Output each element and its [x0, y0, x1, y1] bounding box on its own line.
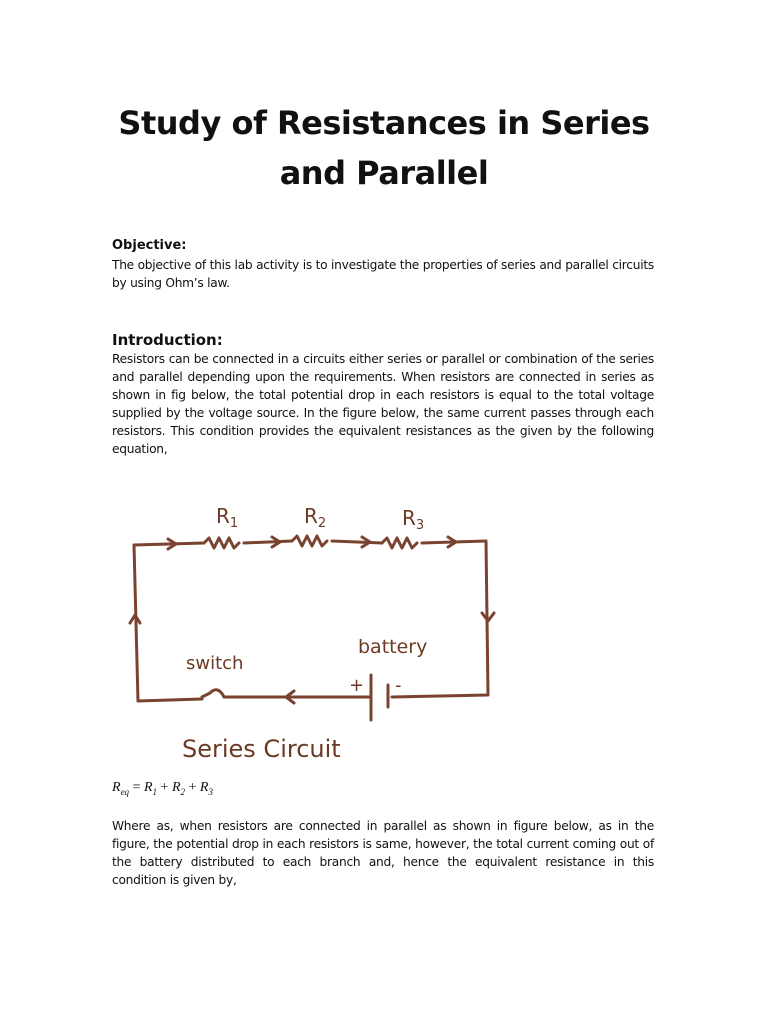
- resistor-r1-zigzag: [204, 538, 239, 548]
- switch-label: switch: [186, 653, 244, 674]
- document-title: Study of Resistances in Series and Parallel: [118, 104, 650, 192]
- top-wire-mid-2: [332, 541, 382, 543]
- series-circuit-figure: [112, 475, 496, 775]
- objective-paragraph: The objective of this lab activity is to investigate the properties of series and parallel circuits by using Ohm’s law.: [112, 258, 654, 290]
- resistor-r2-zigzag: [292, 536, 327, 546]
- series-equation: $R_{eq} = R_1 + R_2 + R_3$: [112, 780, 213, 797]
- switch-symbol: [202, 690, 224, 697]
- introduction-heading: Introduction:: [112, 331, 223, 349]
- top-wire-mid-1: [244, 541, 292, 543]
- minus-sign: -: [395, 675, 402, 696]
- figure-caption: Series Circuit: [182, 735, 341, 763]
- battery-label: battery: [358, 636, 428, 658]
- resistor-r3-zigzag: [382, 538, 417, 548]
- right-wire: [392, 541, 488, 697]
- r3-label: $R_3$: [402, 506, 425, 533]
- r2-label: $R_2$: [304, 504, 327, 531]
- parallel-paragraph: Where as, when resistors are connected in parallel as shown in figure below, as in the figure, the potential drop in each resistors is same, however, the total current coming out of the battery distributed to each branch and, hence the equivalent resistance in this condition is given by,: [112, 819, 654, 887]
- introduction-paragraph: Resistors can be connected in a circuits either series or parallel or combination of the series and parallel depending upon the requirements. When resistors are connected in series as shown in fig below, the total potential drop in each resistors is equal to the total voltage supplied by the voltage source. In the figure below, the same current passes through each resistors. This condition provides the equivalent resistances as the given by the following equation,: [112, 352, 654, 456]
- plus-sign: +: [349, 675, 365, 696]
- r1-label: $R_1$: [216, 504, 239, 531]
- bottom-wire-left: [134, 545, 202, 701]
- top-wire-left: [134, 543, 204, 545]
- objective-heading: Objective:: [112, 238, 187, 253]
